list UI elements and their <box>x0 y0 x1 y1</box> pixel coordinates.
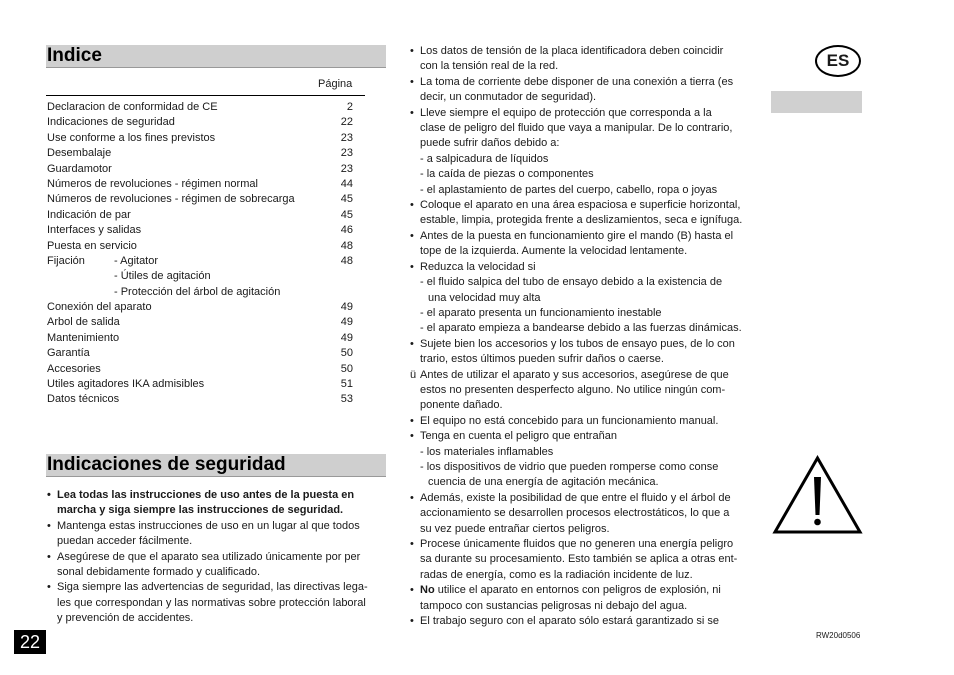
text-line-content: Lea todas las instrucciones de uso antes de la puesta en <box>57 489 355 501</box>
toc-row <box>47 300 353 315</box>
text-line <box>410 152 755 167</box>
text-line <box>410 121 755 136</box>
text-line-content: marcha y siga siempre las instrucciones de seguridad. <box>57 504 344 517</box>
text-line-content: tope de la izquierda. Aumente la velocidad lentamente. <box>420 245 688 258</box>
text-line-content: puedan acceder fácilmente. <box>57 535 193 548</box>
text-line <box>410 167 755 182</box>
toc-entry-label: Use conforme a los fines previstos <box>47 131 216 144</box>
text-line <box>410 429 755 444</box>
text-line-content: Mantenga estas instrucciones de uso en un lugar al que todos <box>57 519 360 532</box>
toc-row <box>47 285 347 300</box>
text-line <box>410 321 755 336</box>
toc-row <box>47 269 347 284</box>
toc-row <box>47 377 353 392</box>
text-line <box>410 599 755 614</box>
text-line-content: Reduzca la velocidad si <box>420 260 536 273</box>
text-line-content: El equipo no está concebido para un funcionamiento manual. <box>420 414 719 427</box>
text-line <box>410 44 755 59</box>
toc-entry-label: Guardamotor <box>47 162 112 175</box>
toc-entry-page: 23 <box>340 162 353 175</box>
toc-row <box>47 100 353 115</box>
text-line <box>410 244 755 259</box>
toc-row <box>47 346 353 361</box>
text-line-content: Tenga en cuenta el peligro que entrañan <box>420 430 617 443</box>
text-line <box>47 550 387 565</box>
text-line <box>410 460 755 475</box>
text-line-content: Coloque el aparato en una área espaciosa e superficie horizontal, <box>420 199 741 212</box>
toc-row <box>47 254 353 269</box>
text-line-content: Sujete bien los accesorios y los tubos de ensayo pues, de lo con <box>420 337 735 350</box>
toc-entry-label: Conexión del aparato <box>47 301 152 314</box>
text-line-content: Los datos de tensión de la placa identificadora deben coincidir <box>420 45 724 57</box>
toc-row <box>47 115 353 130</box>
text-line <box>410 414 755 429</box>
text-line <box>47 611 387 626</box>
text-line-content: una velocidad muy alta <box>428 291 541 304</box>
toc-subentry-label: - Agitator <box>114 254 159 267</box>
text-line-content: Siga siempre las advertencias de seguridad, las directivas lega- <box>57 581 368 594</box>
toc-entry-page: 49 <box>340 331 353 344</box>
text-line <box>47 534 387 549</box>
toc-entry-page: 45 <box>340 208 353 221</box>
toc-row <box>47 131 353 146</box>
toc-entry-page: 46 <box>340 224 353 237</box>
toc-row <box>47 192 353 207</box>
toc-row <box>47 162 353 177</box>
text-line <box>410 506 755 521</box>
language-badge: ES <box>815 45 861 77</box>
text-line <box>410 90 755 105</box>
text-line-content: Antes de utilizar el aparato y sus accesorios, asegúrese de que <box>420 368 729 381</box>
text-line <box>410 583 755 598</box>
toc-entry-label: Arbol de salida <box>47 316 120 329</box>
toc-row <box>47 208 353 223</box>
text-line-content: Procese únicamente fluidos que no generen una energía peligro <box>420 538 734 550</box>
text-line <box>47 565 387 580</box>
toc-entry-label: Mantenimiento <box>47 331 120 344</box>
text-line-content: cuencia de una energía de agitación mecánica. <box>428 476 659 489</box>
text-line-content: con la tensión real de la red. <box>420 60 559 73</box>
toc-subentry-label: - Protección del árbol de agitación <box>114 285 281 298</box>
text-line <box>410 552 755 567</box>
toc-entry-page: 50 <box>340 362 353 375</box>
toc-entry-label: Declaracion de conformidad de CE <box>47 101 218 113</box>
text-line-content: les que correspondan y las normativas sobre protección laboral <box>57 596 366 609</box>
toc-entry-label: Fijación <box>47 254 85 267</box>
text-line <box>410 136 755 151</box>
toc-row <box>47 392 353 407</box>
text-line <box>410 275 755 290</box>
toc-entry-page: 50 <box>340 347 353 360</box>
text-line <box>410 59 755 74</box>
text-line <box>410 445 755 460</box>
text-line-content: - el fluido salpica del tubo de ensayo debido a la existencia de <box>420 276 723 289</box>
toc-row <box>47 362 353 377</box>
text-line-content: utilice el aparato en entornos con peligros de explosión, ni <box>437 584 721 597</box>
text-line-content: - el aparato empieza a bandearse debido a las fuerzas dinámicas. <box>420 322 742 335</box>
text-line-content: - los materiales inflamables <box>420 445 554 458</box>
text-line-content: - el aplastamiento de partes del cuerpo, cabello, ropa o joyas <box>420 183 718 196</box>
toc-entry-label: Indicaciones de seguridad <box>47 116 175 129</box>
text-line <box>410 306 755 321</box>
toc-entry-label: Accesories <box>47 362 101 375</box>
text-line <box>410 522 755 537</box>
safety-instructions <box>47 488 387 627</box>
text-line <box>47 488 387 503</box>
text-line-content: Además, existe la posibilidad de que entre el fluido y el árbol de <box>420 491 731 504</box>
text-line <box>410 352 755 367</box>
text-line <box>410 568 755 583</box>
language-tab-bar <box>771 91 862 113</box>
text-line <box>410 383 755 398</box>
text-line-content: accionamiento se desarrollen procesos electrostáticos, lo que a <box>420 507 730 520</box>
text-line-content: sa durante su procesamiento. Esto también se aplica a otras ent- <box>420 553 738 566</box>
text-line <box>47 503 387 518</box>
toc-divider <box>46 95 365 96</box>
text-line <box>410 260 755 275</box>
toc-entry-label: Indicación de par <box>47 208 131 221</box>
text-line <box>410 229 755 244</box>
text-line <box>410 537 755 552</box>
text-line-content: El trabajo seguro con el aparato sólo estará garantizado si se <box>420 615 720 628</box>
warning-triangle-icon <box>772 455 863 535</box>
toc-entry-page: 48 <box>340 254 353 267</box>
toc-entry-page: 23 <box>340 147 353 160</box>
text-line-content: Asegúrese de que el aparato sea utilizado únicamente por per <box>57 550 361 563</box>
text-line <box>47 580 387 595</box>
toc-entry-page: 45 <box>340 193 353 206</box>
text-line <box>410 183 755 198</box>
text-line-content: Antes de la puesta en funcionamiento gire el mando (B) hasta el <box>420 229 734 242</box>
document-code: RW20d0506 <box>816 631 861 640</box>
text-line-content: radas de energía, como es la radiación incidente de luz. <box>420 568 693 581</box>
text-line <box>410 337 755 352</box>
text-line-content: - el aparato presenta un funcionamiento inestable <box>420 306 662 319</box>
text-line <box>410 368 755 383</box>
toc-entry-label: Números de revoluciones - régimen normal <box>47 177 258 190</box>
emphasis-word: No <box>420 584 435 597</box>
text-line-content: trario, estos últimos pueden sufrir daños o caerse. <box>420 353 664 366</box>
toc-entry-label: Desembalaje <box>47 147 112 160</box>
text-line <box>410 614 755 629</box>
text-line <box>410 291 755 306</box>
text-line-content: - la caída de piezas o componentes <box>420 168 594 181</box>
toc-entry-page: 49 <box>340 301 353 314</box>
text-line <box>410 198 755 213</box>
toc-entry-page: 49 <box>340 316 353 329</box>
toc-row <box>47 223 353 238</box>
toc-entry-page: 44 <box>340 177 353 190</box>
toc-row <box>47 315 353 330</box>
toc-entry-label: Números de revoluciones - régimen de sobrecarga <box>47 193 295 206</box>
text-line-content: Lleve siempre el equipo de protección que corresponda a la <box>420 106 712 119</box>
safety-heading: Indicaciones de seguridad <box>46 454 386 477</box>
toc-entry-page: 51 <box>340 378 353 391</box>
text-line-content: puede sufrir daños debido a: <box>420 137 560 150</box>
text-line <box>47 519 387 534</box>
toc-entry-label: Datos técnicos <box>47 393 120 406</box>
text-line <box>410 475 755 490</box>
text-line-content: su vez puede entrañar ciertos peligros. <box>420 522 610 535</box>
toc-entry-label: Utiles agitadores IKA admisibles <box>47 378 205 391</box>
text-line <box>47 596 387 611</box>
text-line-content: decir, un conmutador de seguridad). <box>420 91 597 104</box>
text-line-content: tampoco con sustancias peligrosas ni debajo del agua. <box>420 599 688 612</box>
toc-row <box>47 239 353 254</box>
text-line <box>410 106 755 121</box>
indice-heading: Indice <box>46 45 386 68</box>
text-line-content: estos no presenten desperfecto alguno. No utilice ningún com- <box>420 383 726 396</box>
text-line-content: La toma de corriente debe disponer de una conexión a tierra (es <box>420 75 734 88</box>
text-line-content: - los dispositivos de vidrio que pueden romperse como conse <box>420 460 719 473</box>
toc-page-column-label: Página <box>318 78 353 90</box>
toc-row <box>47 177 353 192</box>
toc-entry-label: Garantía <box>47 347 90 360</box>
toc-entry-page: 48 <box>340 239 353 252</box>
toc-entry-page: 23 <box>340 131 353 144</box>
text-line-content: sonal debidamente formado y cualificado. <box>57 566 261 579</box>
text-line <box>410 398 755 413</box>
toc-entry-page: 2 <box>346 101 353 113</box>
text-line-content: estable, limpia, protegida frente a deslizamientos, seca e ignífuga. <box>420 214 743 227</box>
toc-entry-label: Interfaces y salidas <box>47 224 142 237</box>
toc-subentry-label: - Útiles de agitación <box>114 270 211 283</box>
toc-entry-page: 22 <box>340 116 353 129</box>
toc-row <box>47 331 353 346</box>
text-line-content: clase de peligro del fluido que vaya a manipular. De lo contrario, <box>420 122 733 135</box>
text-line-content: - a salpicadura de líquidos <box>420 152 549 165</box>
toc-entry-label: Puesta en servicio <box>47 239 137 252</box>
text-line <box>410 213 755 228</box>
text-line-content: y prevención de accidentes. <box>57 612 194 625</box>
text-line <box>410 75 755 90</box>
toc-entry-page: 53 <box>340 393 353 406</box>
text-line-content: ponente dañado. <box>420 399 503 412</box>
table-of-contents <box>47 100 353 408</box>
page-number: 22 <box>14 630 46 654</box>
text-line <box>410 491 755 506</box>
toc-row <box>47 146 353 161</box>
safety-instructions-continued <box>410 44 755 629</box>
